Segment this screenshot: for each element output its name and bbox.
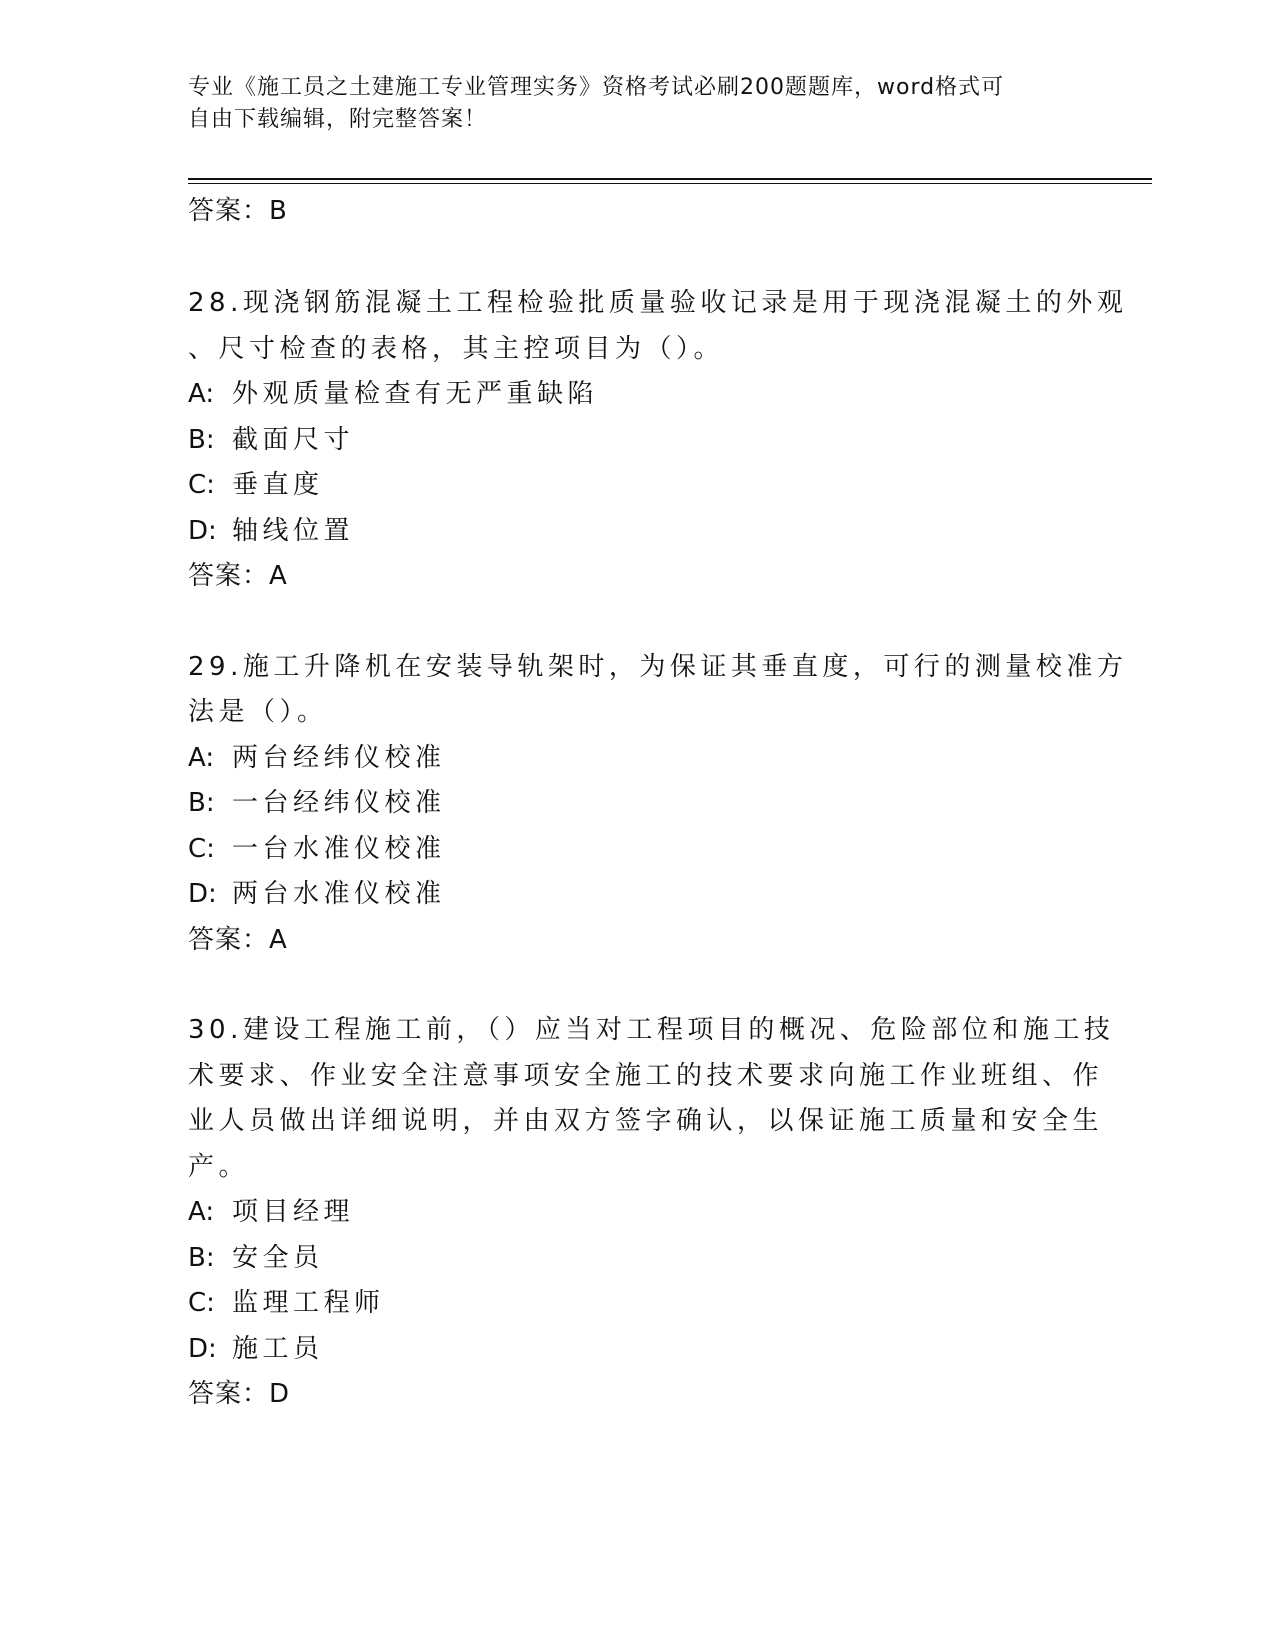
option-letter: C: [188,833,215,864]
option-c [188,1281,1088,1327]
question-text: 、尺寸检查的表格，其主控项目为（）。 [188,333,725,364]
option-text: 垂直度 [232,470,324,500]
option-d [188,1327,1088,1373]
option-b [188,1236,1088,1282]
document-header [188,72,1068,136]
option-letter: D: [188,879,217,909]
answer-line: 答案：B [188,196,288,226]
question-30 [188,1008,1115,1418]
answer-line: 答案：A [188,924,288,955]
option-text: 外观质量检查有无严重缺陷 [232,379,599,409]
question-28 [188,281,1128,600]
question-text: 29.施工升降机在安装导轨架时，为保证其垂直度，可行的测量校准方 [188,651,1128,682]
option-text: 安全员 [232,1242,324,1273]
question-text: 30.建设工程施工前，（）应当对工程项目的概况、危险部位和施工技 [188,1015,1115,1045]
option-letter: C: [188,1288,215,1318]
header-divider-thin [188,183,1152,184]
question-list [188,281,1128,1463]
option-letter: B: [188,1242,215,1273]
option-text: 一台水准仪校准 [232,833,446,864]
option-d [188,872,1088,918]
option-text: 截面尺寸 [232,424,355,455]
option-letter: B: [188,424,215,455]
option-text: 两台经纬仪校准 [232,742,446,773]
option-letter: A: [188,742,215,773]
question-text: 术要求、作业安全注意事项安全施工的技术要求向施工作业班组、作 [188,1060,1104,1091]
question-text: 业人员做出详细说明，并由双方签字确认，以保证施工质量和安全生 [188,1106,1104,1136]
option-c [188,463,1088,509]
question-29 [188,645,1128,964]
option-letter: D: [188,1333,217,1364]
option-text: 施工员 [232,1333,324,1364]
option-text: 一台经纬仪校准 [232,788,446,818]
question-text: 28.现浇钢筋混凝土工程检验批质量验收记录是用于现浇混凝土的外观 [188,288,1128,318]
option-a [188,372,1088,418]
header-divider [188,178,1152,180]
option-a [188,1190,1088,1236]
option-letter: C: [188,470,215,500]
option-text: 两台水准仪校准 [232,879,446,909]
answer-line: 答案：D [188,1379,291,1409]
option-b [188,781,1088,827]
option-d [188,509,1088,555]
header-line: 自由下载编辑，附完整答案！ [188,107,488,132]
option-b [188,418,1088,464]
question-text: 产。 [188,1151,250,1182]
question-text: 法是（）。 [188,697,328,727]
option-text: 监理工程师 [232,1288,385,1318]
option-letter: B: [188,788,215,818]
option-text: 轴线位置 [232,515,355,546]
option-letter: D: [188,515,217,546]
option-text: 项目经理 [232,1197,355,1227]
answer-line: 答案：A [188,561,288,591]
option-a [188,736,1088,782]
option-letter: A: [188,379,215,409]
header-line: 专业《施工员之土建施工专业管理实务》资格考试必刷200题题库，word格式可 [188,75,1005,100]
option-letter: A: [188,1197,215,1227]
option-c [188,827,1088,873]
